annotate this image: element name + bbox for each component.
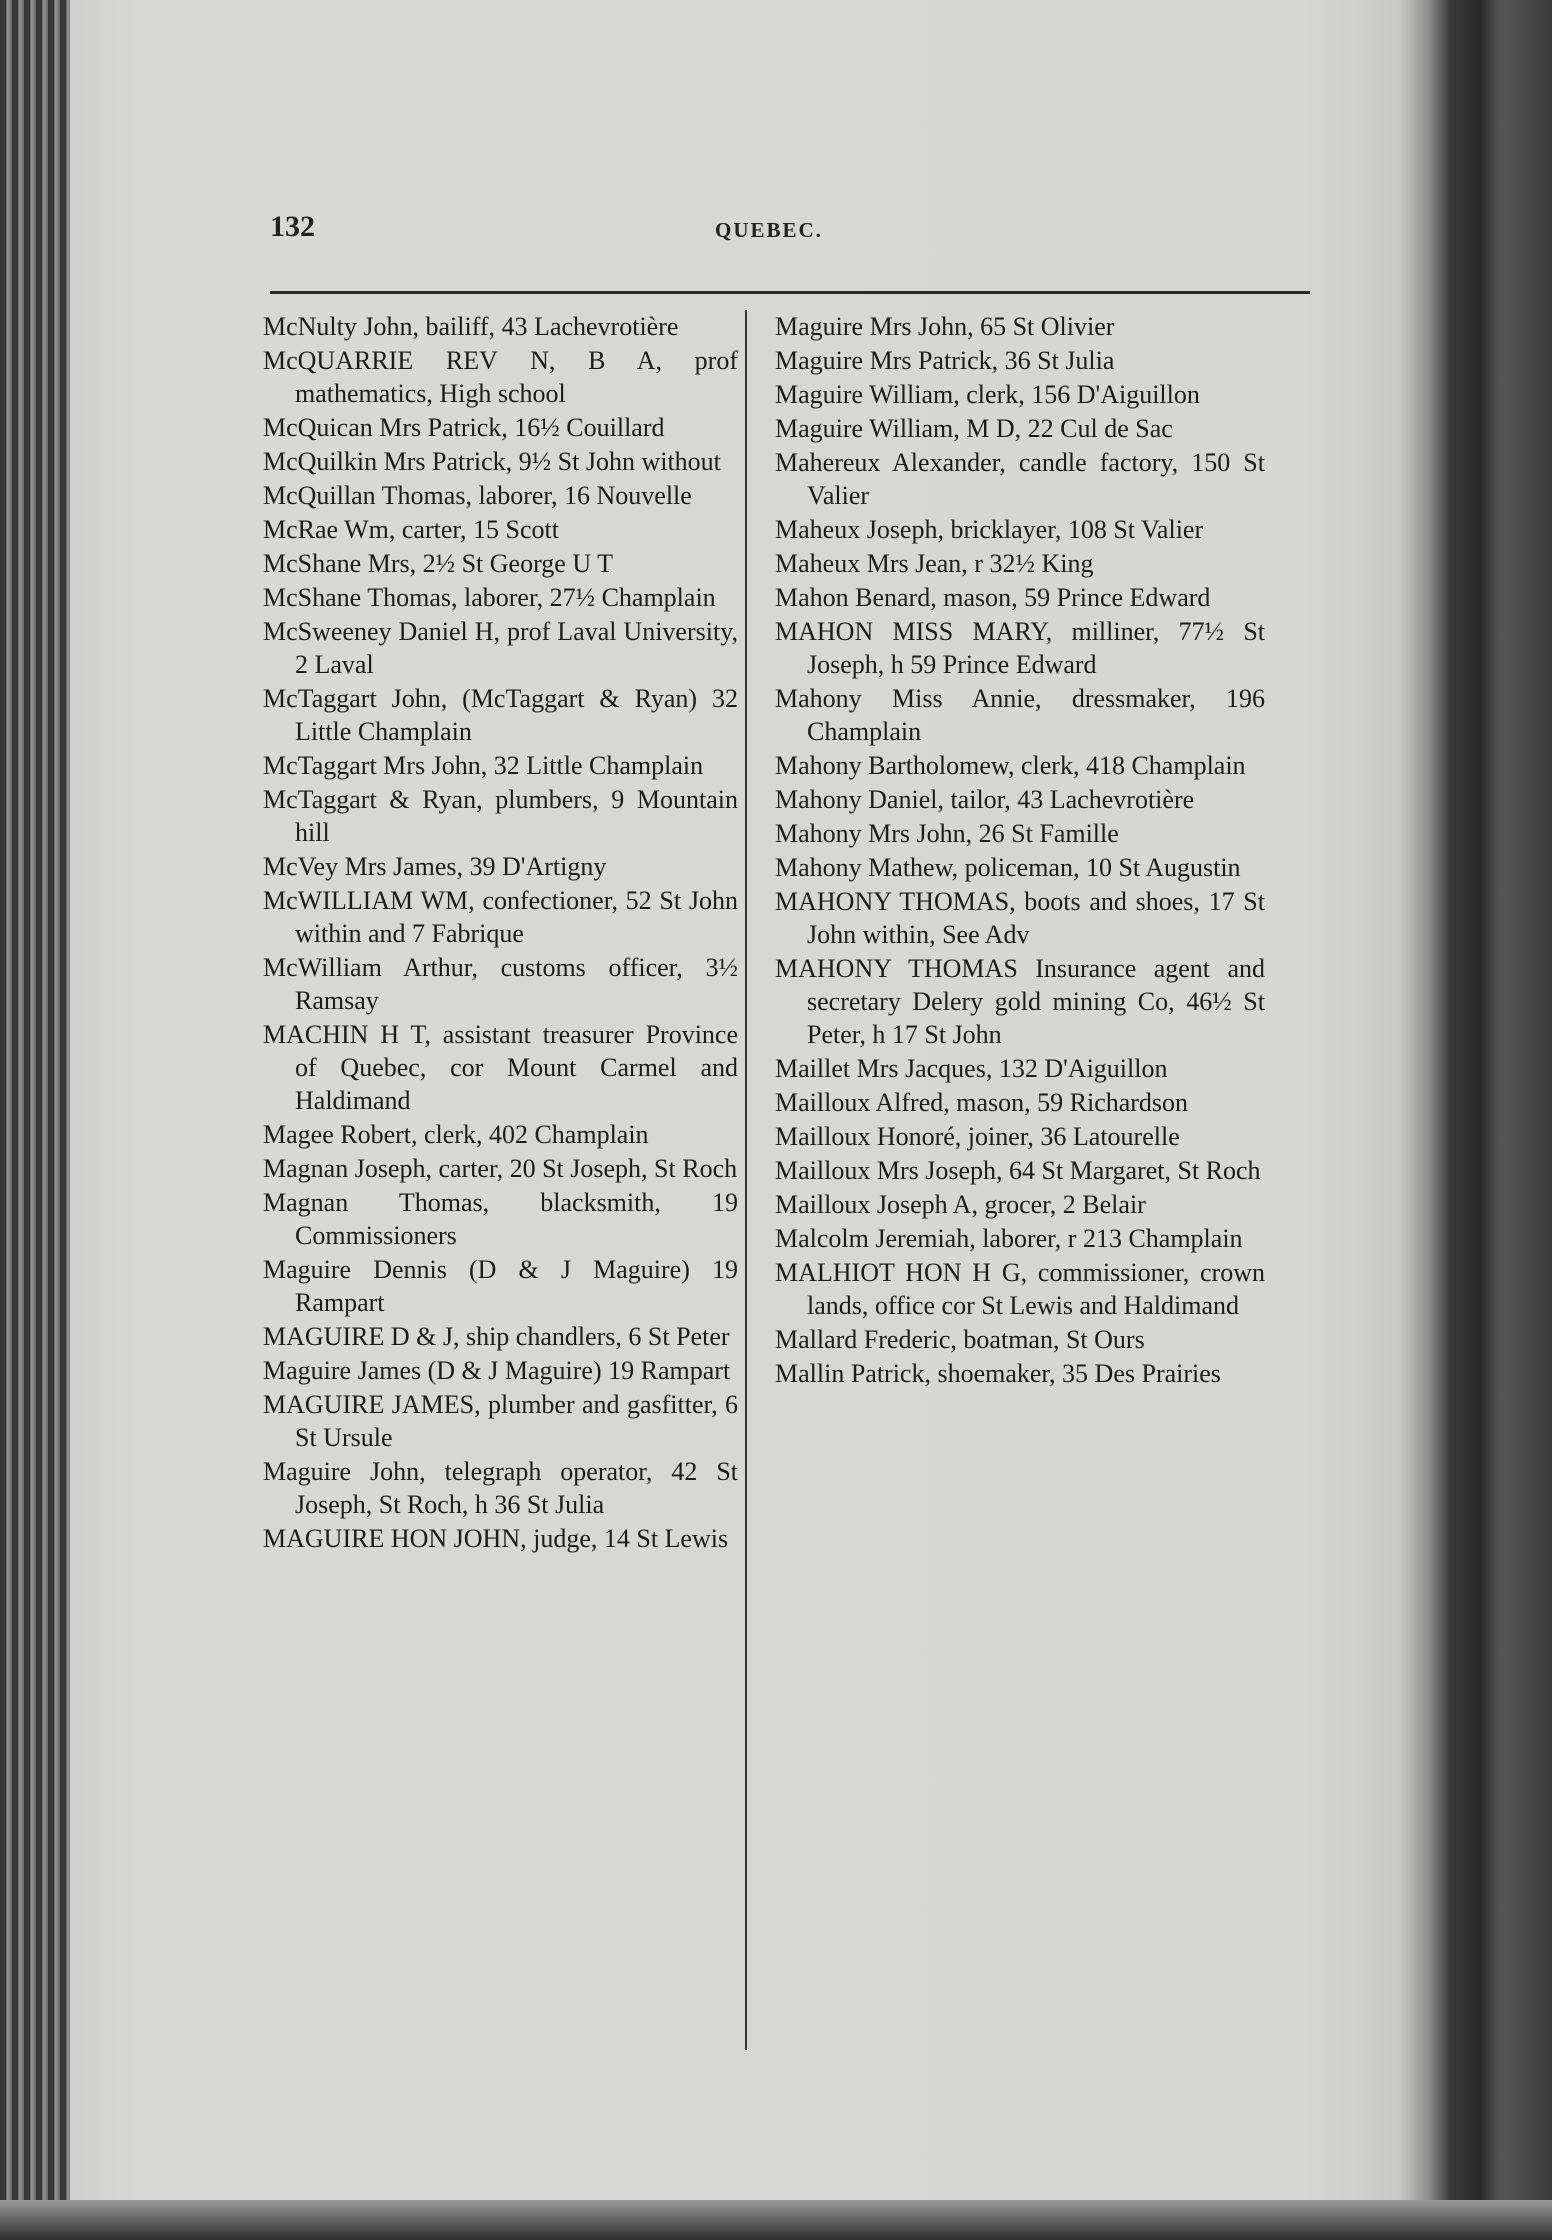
directory-entry: McTaggart & Ryan, plumbers, 9 Mountain hill xyxy=(263,785,738,847)
directory-entry: MAHONY THOMAS Insurance agent and secretary Delery gold mining Co, 46½ St Peter, h 17 St John xyxy=(775,954,1265,1049)
book-page-edges xyxy=(0,0,70,2240)
directory-entry: Maguire John, telegraph operator, 42 St Joseph, St Roch, h 36 St Julia xyxy=(263,1457,738,1519)
column-divider xyxy=(745,310,747,2050)
directory-entry: McQUARRIE REV N, B A, prof mathematics, High school xyxy=(263,346,738,408)
directory-entry: Magnan Joseph, carter, 20 St Joseph, St Roch xyxy=(263,1154,738,1183)
left-column xyxy=(263,310,738,1556)
page-number: 132 xyxy=(270,210,315,243)
directory-entry: Maguire Mrs John, 65 St Olivier xyxy=(775,312,1115,341)
directory-entry: Mailloux Mrs Joseph, 64 St Margaret, St Roch xyxy=(775,1156,1261,1185)
directory-entry: McWILLIAM WM, confectioner, 52 St John within and 7 Fabrique xyxy=(263,886,738,948)
directory-entry: Maguire William, M D, 22 Cul de Sac xyxy=(775,414,1173,443)
directory-entry: Mallard Frederic, boatman, St Ours xyxy=(775,1325,1145,1354)
directory-entry: Malcolm Jeremiah, laborer, r 213 Champlain xyxy=(775,1224,1243,1253)
directory-entry: McNulty John, bailiff, 43 Lachevrotière xyxy=(263,312,679,341)
directory-entry: Mahony Miss Annie, dressmaker, 196 Champlain xyxy=(775,684,1265,746)
directory-entry: Maillet Mrs Jacques, 132 D'Aiguillon xyxy=(775,1054,1168,1083)
directory-entry: McQuican Mrs Patrick, 16½ Couillard xyxy=(263,413,665,442)
directory-entry: Mailloux Alfred, mason, 59 Richardson xyxy=(775,1088,1189,1117)
directory-entry: McTaggart Mrs John, 32 Little Champlain xyxy=(263,751,704,780)
directory-entry: McWilliam Arthur, customs officer, 3½ Ramsay xyxy=(263,953,738,1015)
directory-entry: MAHON MISS MARY, milliner, 77½ St Joseph, h 59 Prince Edward xyxy=(775,617,1265,679)
directory-entry: Mailloux Joseph A, grocer, 2 Belair xyxy=(775,1190,1146,1219)
directory-entry: Maguire Mrs Patrick, 36 St Julia xyxy=(775,346,1115,375)
directory-entry: McQuilkin Mrs Patrick, 9½ St John without xyxy=(263,447,721,476)
page-header xyxy=(270,210,1310,250)
right-column xyxy=(775,310,1265,1391)
directory-entry: Maguire William, clerk, 156 D'Aiguillon xyxy=(775,380,1200,409)
directory-entry: Maheux Mrs Jean, r 32½ King xyxy=(775,549,1094,578)
directory-entry: McQuillan Thomas, laborer, 16 Nouvelle xyxy=(263,481,692,510)
directory-entry: Mahon Benard, mason, 59 Prince Edward xyxy=(775,583,1211,612)
directory-entry: Maguire Dennis (D & J Maguire) 19 Rampart xyxy=(263,1255,738,1317)
directory-entry: Mahony Mrs John, 26 St Famille xyxy=(775,819,1119,848)
header-rule xyxy=(270,291,1310,294)
directory-entry: Magee Robert, clerk, 402 Champlain xyxy=(263,1120,649,1149)
directory-entry: MALHIOT HON H G, commissioner, crown lands, office cor St Lewis and Haldimand xyxy=(775,1258,1265,1320)
directory-entry: Mailloux Honoré, joiner, 36 Latourelle xyxy=(775,1122,1180,1151)
directory-entry: Mahereux Alexander, candle factory, 150 St Valier xyxy=(775,448,1265,510)
directory-entry: Mahony Daniel, tailor, 43 Lachevrotière xyxy=(775,785,1195,814)
directory-entry: Maguire James (D & J Maguire) 19 Rampart xyxy=(263,1356,731,1385)
directory-entry: Mahony Bartholomew, clerk, 418 Champlain xyxy=(775,751,1246,780)
directory-entry: McTaggart John, (McTaggart & Ryan) 32 Little Champlain xyxy=(263,684,738,746)
directory-entry: McVey Mrs James, 39 D'Artigny xyxy=(263,852,607,881)
directory-entry: MAHONY THOMAS, boots and shoes, 17 St John within, See Adv xyxy=(775,887,1265,949)
directory-entry: Mahony Mathew, policeman, 10 St Augustin xyxy=(775,853,1241,882)
directory-entry: Mallin Patrick, shoemaker, 35 Des Prairies xyxy=(775,1359,1221,1388)
directory-entry: MACHIN H T, assistant treasurer Province of Quebec, cor Mount Carmel and Haldimand xyxy=(263,1020,738,1115)
book-bottom-edge xyxy=(0,2200,1552,2240)
directory-entry: McShane Mrs, 2½ St George U T xyxy=(263,549,614,578)
directory-entry: MAGUIRE HON JOHN, judge, 14 St Lewis xyxy=(263,1524,729,1553)
directory-entry: McShane Thomas, laborer, 27½ Champlain xyxy=(263,583,716,612)
directory-entry: Magnan Thomas, blacksmith, 19 Commissioners xyxy=(263,1188,738,1250)
directory-entry: MAGUIRE D & J, ship chandlers, 6 St Peter xyxy=(263,1322,730,1351)
directory-entry: McSweeney Daniel H, prof Laval University, 2 Laval xyxy=(263,617,738,679)
directory-entry: Maheux Joseph, bricklayer, 108 St Valier xyxy=(775,515,1204,544)
directory-entry: McRae Wm, carter, 15 Scott xyxy=(263,515,559,544)
directory-entry: MAGUIRE JAMES, plumber and gasfitter, 6 St Ursule xyxy=(263,1390,738,1452)
running-head: QUEBEC. xyxy=(715,218,823,242)
